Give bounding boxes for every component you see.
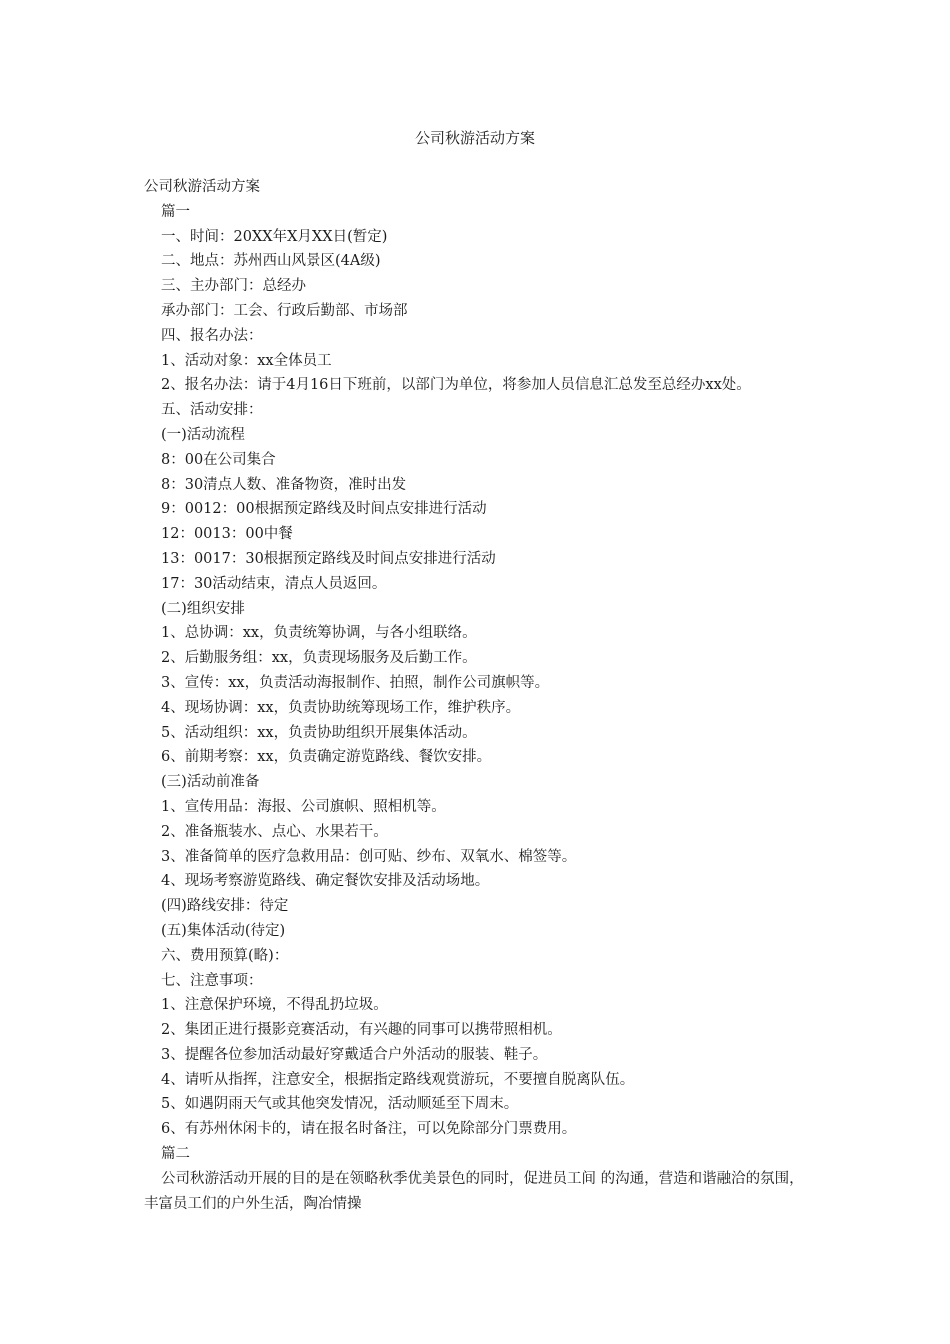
text-line: 1、宣传用品：海报、公司旗帜、照相机等。 [161,798,446,815]
text-line: 2、后勤服务组：xx，负责现场服务及后勤工作。 [161,650,477,667]
text-line: (四)路线安排：待定 [161,898,289,915]
text-line: 1、注意保护环境，不得乱扔垃圾。 [161,997,388,1014]
text-line: 3、准备简单的医疗急救用品：创可贴、纱布、双氧水、棉签等。 [161,848,577,865]
text-line: 二、地点：苏州西山风景区(4A级) [161,253,381,270]
text-line: 1、总协调：xx，负责统筹协调，与各小组联络。 [161,625,477,642]
text-line: 承办部门：工会、行政后勤部、市场部 [161,302,408,319]
text-line: 9：0012：00根据预定路线及时间点安排进行活动 [161,501,487,518]
text-line: 5、活动组织：xx，负责协助组织开展集体活动。 [161,724,477,741]
text-line: (五)集体活动(待定) [161,922,286,939]
text-line: 篇一 [161,203,190,220]
text-line: 四、报名办法： [161,327,263,344]
text-line: 篇二 [161,1146,190,1163]
document-heading: 公司秋游活动方案 [144,179,260,195]
text-line: 4、现场考察游览路线、确定餐饮安排及活动场地。 [161,873,490,890]
text-line: 5、如遇阴雨天气或其他突发情况，活动顺延至下周末。 [161,1096,519,1113]
text-line: 2、准备瓶装水、点心、水果若干。 [161,823,388,840]
text-line: 13：0017：30根据预定路线及时间点安排进行活动 [161,550,496,567]
text-line: 8：00在公司集合 [161,451,276,468]
text-line: 3、提醒各位参加活动最好穿戴适合户外活动的服装、鞋子。 [161,1046,548,1063]
document-body [144,175,820,1216]
text-line: (一)活动流程 [161,426,245,443]
text-line: 五、活动安排： [161,402,263,419]
text-line: (三)活动前准备 [161,774,260,791]
text-line: 4、请听从指挥，注意安全，根据指定路线观赏游玩，不要擅自脱离队伍。 [161,1071,635,1088]
text-line: 六、费用预算(略)： [161,947,289,964]
text-line: 2、报名办法：请于4月16日下班前，以部门为单位，将参加人员信息汇总发至总经办xx处。 [161,377,751,394]
text-line: 三、主办部门：总经办 [161,278,306,295]
text-line: 2、集团正进行摄影竞赛活动，有兴趣的同事可以携带照相机。 [161,1022,562,1039]
text-line: 4、现场协调：xx，负责协助统筹现场工作，维护秩序。 [161,699,521,716]
text-line: 七、注意事项： [161,972,263,989]
closing-paragraph: 公司秋游活动开展的目的是在领略秋季优美景色的同时，促进员工间 的沟通，营造和谐融洽的氛围，丰富员工们的户外生活，陶冶情操 [144,1170,804,1212]
text-line: 12：0013：00中餐 [161,526,293,543]
document-title: 公司秋游活动方案 [414,129,535,147]
text-line: 17：30活动结束，清点人员返回。 [161,575,387,592]
text-line: 1、活动对象：xx全体员工 [161,352,332,369]
text-line: 一、时间：20XX年X月XX日(暂定) [161,228,388,245]
text-line: 6、有苏州休闲卡的，请在报名时备注，可以免除部分门票费用。 [161,1121,577,1138]
document-lines [144,200,820,1167]
text-line: 3、宣传：xx，负责活动海报制作、拍照，制作公司旗帜等。 [161,674,550,691]
text-line: 8：30清点人数、准备物资，准时出发 [161,476,407,493]
text-line: (二)组织安排 [161,600,245,617]
text-line: 6、前期考察：xx，负责确定游览路线、餐饮安排。 [161,749,492,766]
